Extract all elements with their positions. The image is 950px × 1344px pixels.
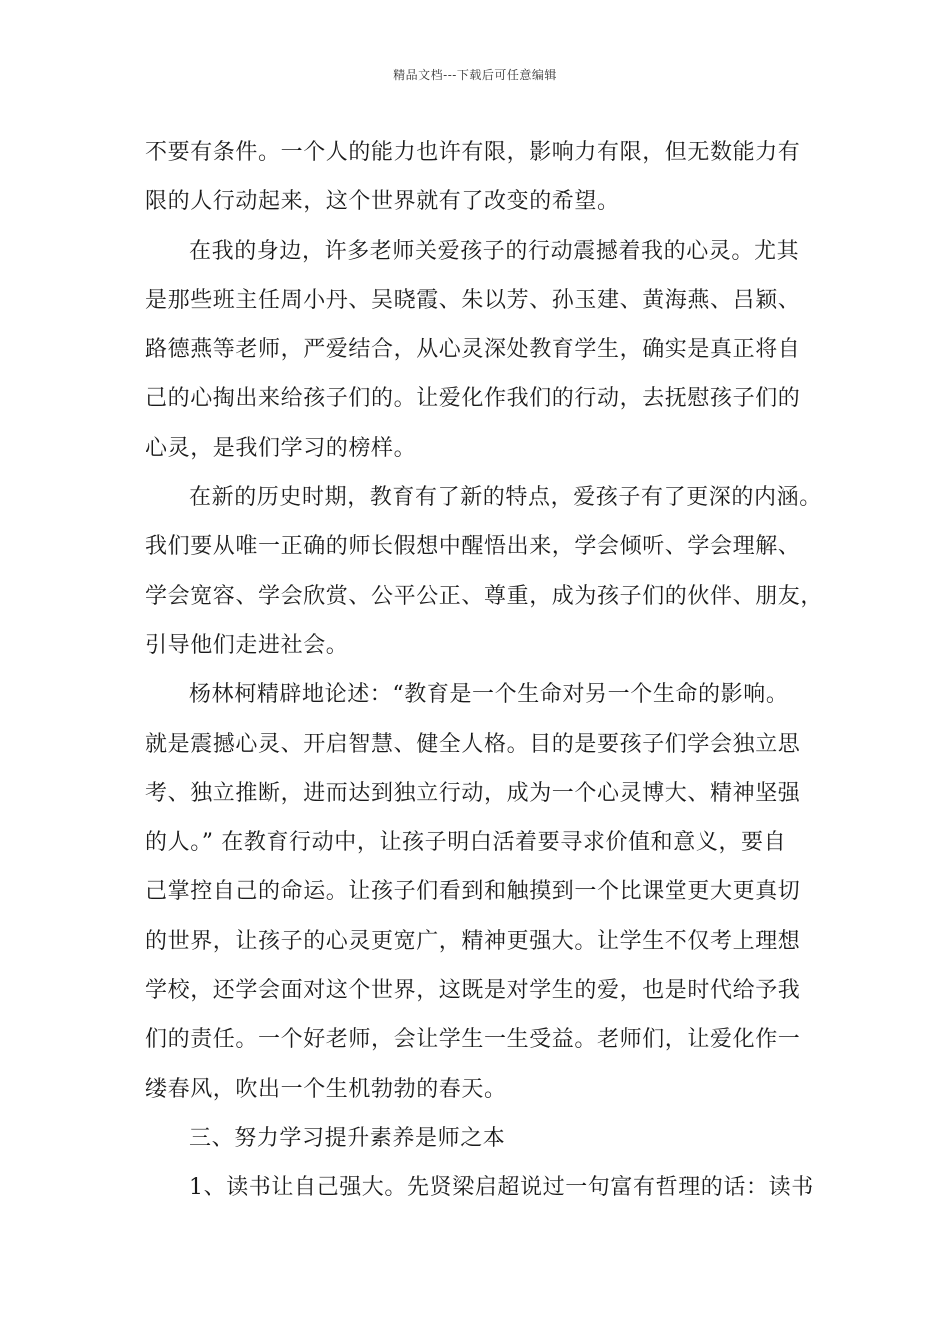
page-header: 精品文档---下载后可任意编辑 xyxy=(393,68,557,82)
paragraph-start-line: 在新的历史时期，教育有了新的特点，爱孩子有了更深的内涵。 xyxy=(189,485,822,511)
text-line: 们的责任。一个好老师，会让学生一生受益。老师们，让爱化作一 xyxy=(145,1027,801,1053)
text-line: 缕春风，吹出一个生机勃勃的春天。 xyxy=(145,1076,507,1102)
paragraph-start-line: 在我的身边，许多老师关爱孩子的行动震撼着我的心灵。尤其 xyxy=(189,238,800,264)
paragraph-start-line: 1、读书让自己强大。先贤梁启超说过一句富有哲理的话：读书 xyxy=(189,1175,814,1201)
text-line: 学会宽容、学会欣赏、公平公正、尊重，成为孩子们的伙伴、朋友， xyxy=(145,583,824,609)
document-body xyxy=(145,128,825,1213)
text-line: 不要有条件。一个人的能力也许有限，影响力有限，但无数能力有 xyxy=(145,140,801,165)
text-line: 己掌控自己的命运。让孩子们看到和触摸到一个比课堂更大更真切 xyxy=(145,879,801,905)
text-line: 己的心掏出来给孩子们的。让爱化作我们的行动，去抚慰孩子们的 xyxy=(145,386,801,412)
text-line: 路德燕等老师，严爱结合，从心灵深处教育学生，确实是真正将自 xyxy=(145,337,801,363)
text-line: 学校，还学会面对这个世界，这既是对学生的爱，也是时代给予我 xyxy=(145,978,801,1004)
text-line: 就是震撼心灵、开启智慧、健全人格。目的是要孩子们学会独立思 xyxy=(145,731,801,757)
section-heading: 三、努力学习提升素养是师之本 xyxy=(189,1125,506,1151)
text-line: 的人。” 在教育行动中，让孩子明白活着要寻求价值和意义，要自 xyxy=(145,830,787,856)
text-line: 是那些班主任周小丹、吴晓霞、朱以芳、孙玉建、黄海燕、吕颖、 xyxy=(145,287,801,313)
text-line: 考、独立推断，进而达到独立行动，成为一个心灵博大、精神坚强 xyxy=(145,780,801,806)
text-line: 心灵，是我们学习的榜样。 xyxy=(145,435,417,461)
text-line: 的世界，让孩子的心灵更宽广，精神更强大。让学生不仅考上理想 xyxy=(145,928,801,954)
paragraph-start-line: 杨林柯精辟地论述：“教育是一个生命对另一个生命的影响。 xyxy=(189,682,789,708)
text-line: 我们要从唯一正确的师长假想中醒悟出来，学会倾听、学会理解、 xyxy=(145,534,801,560)
text-line: 限的人行动起来，这个世界就有了改变的希望。 xyxy=(145,189,620,215)
text-line: 引导他们走进社会。 xyxy=(145,632,349,658)
